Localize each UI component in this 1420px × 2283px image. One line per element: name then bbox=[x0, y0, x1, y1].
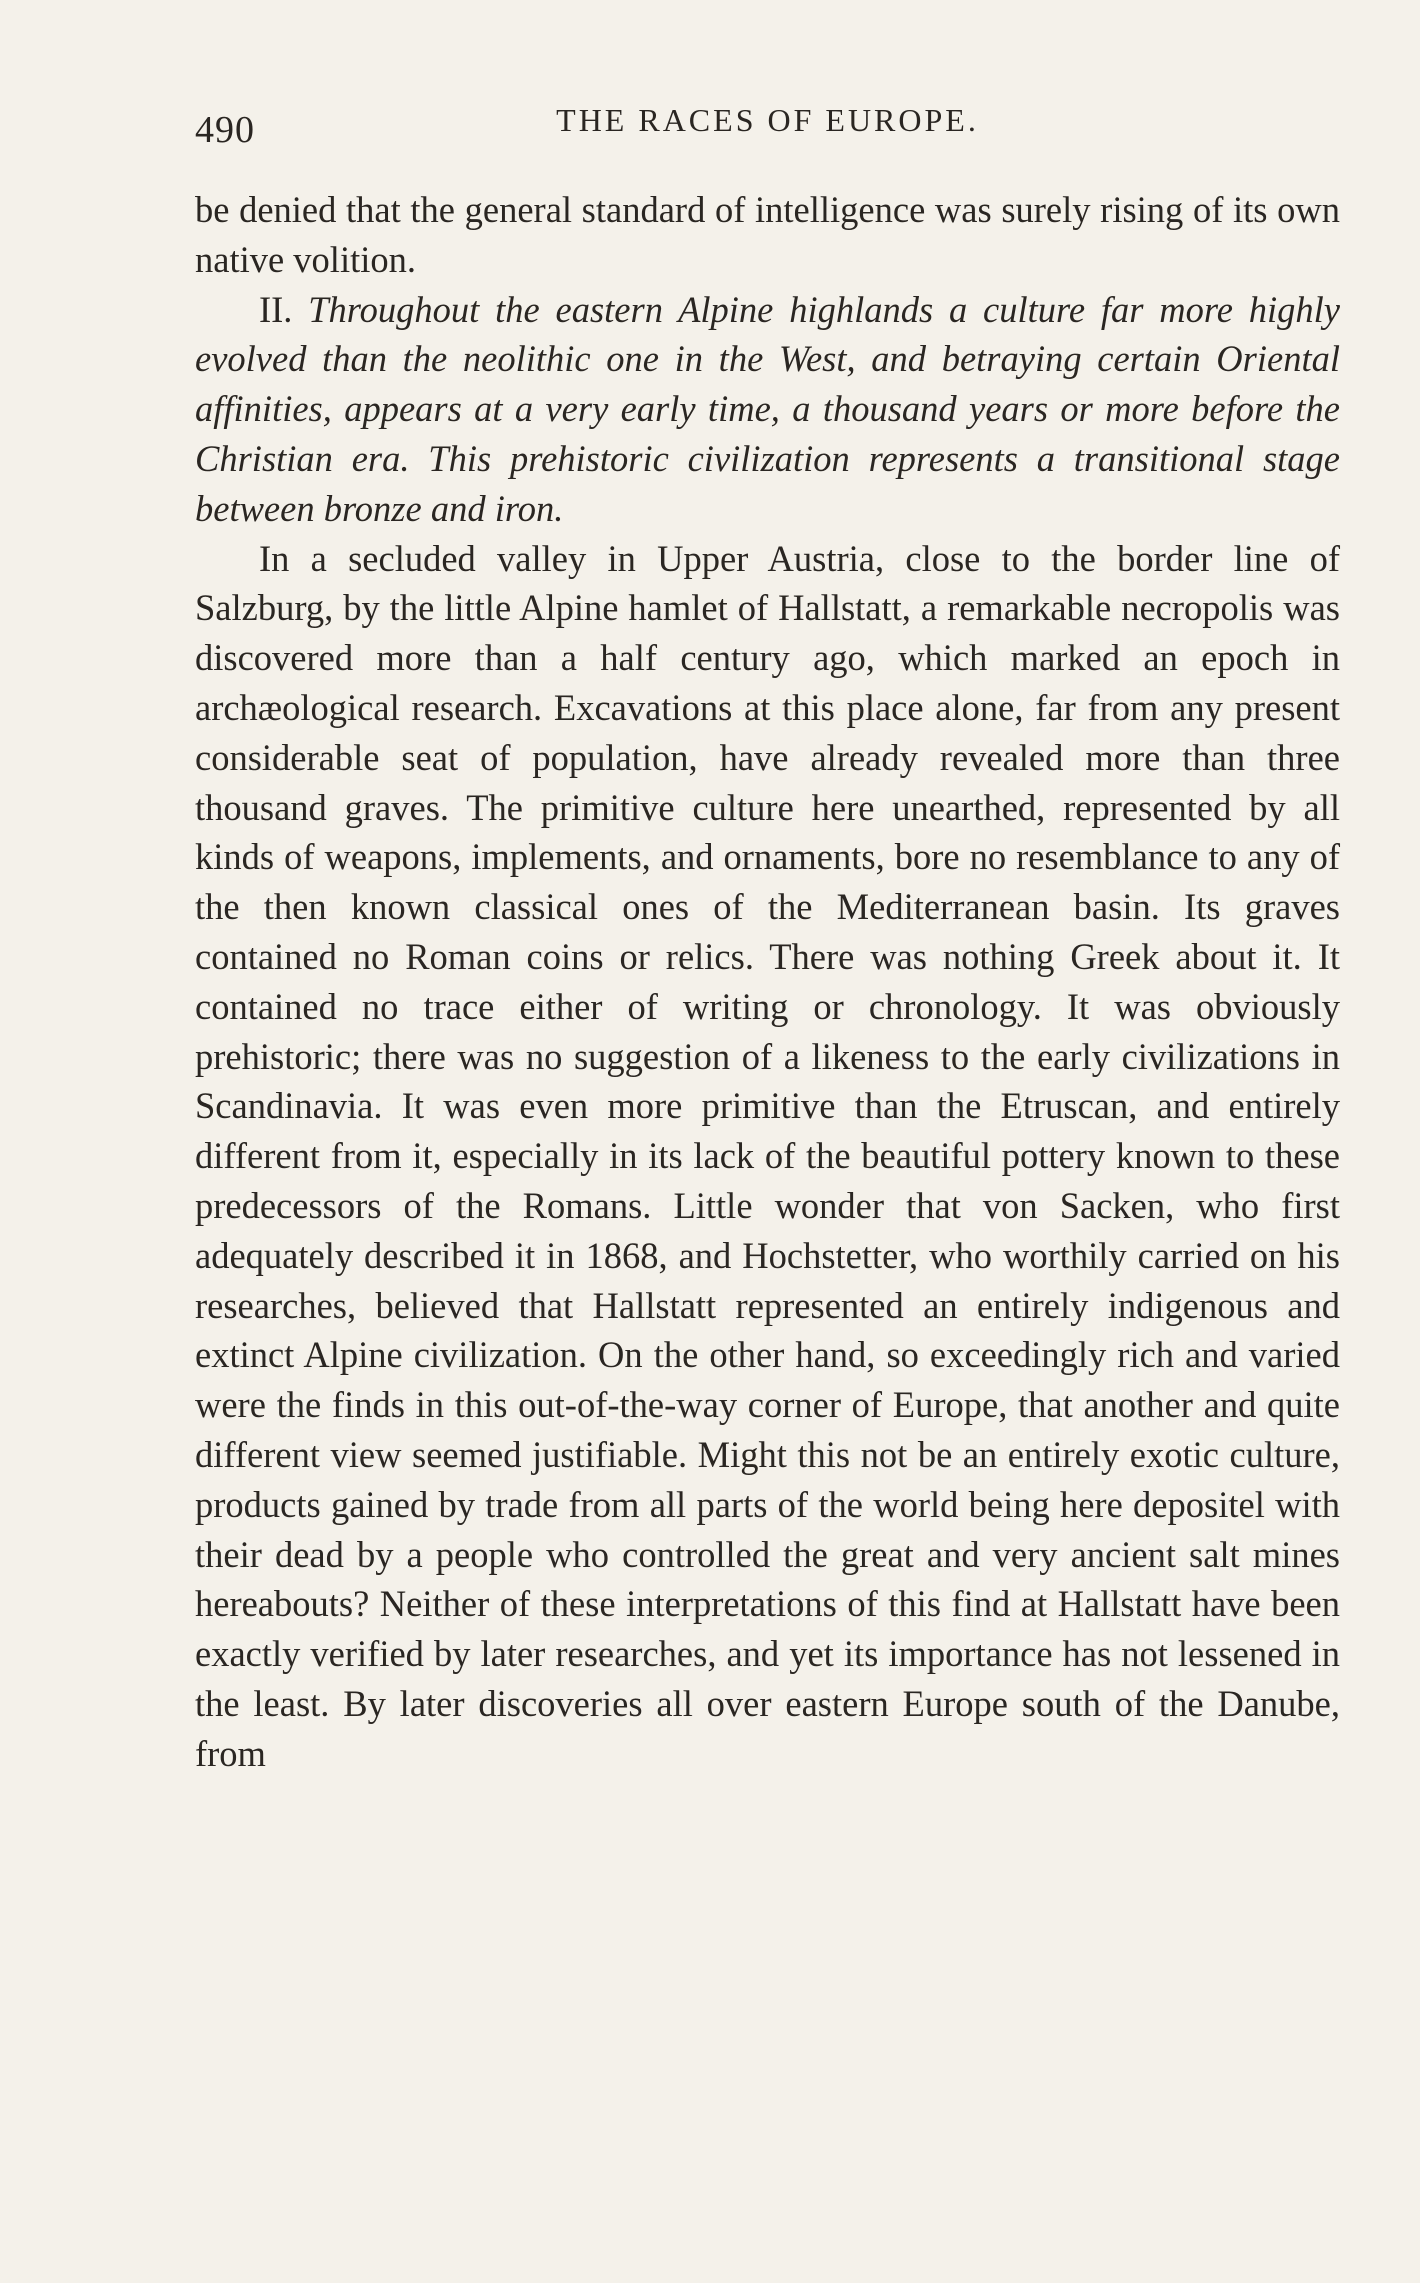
paragraph-hallstatt: In a secluded valley in Upper Austria, close to the border line of Salzburg, by the little Alpine hamlet of Hallstatt, a remarkable necropolis was discovered more than a half century ago, which marked an epoch in archæological research. Excavations at this place alone, far from any present considerable seat of population, have already revealed more than three thousand graves. The primitive culture here unearthed, represented by all kinds of weapons, implements, and ornaments, bore no resemblance to any of the then known classical ones of the Mediterranean basin. Its graves contained no Roman coins or relics. There was nothing Greek about it. It contained no trace either of writing or chronology. It was obviously prehistoric; there was no suggestion of a likeness to the early civilizations in Scandinavia. It was even more primitive than the Etruscan, and entirely different from it, especially in its lack of the beautiful pottery known to these predecessors of the Romans. Little wonder that von Sacken, who first adequately described it in 1868, and Hochstetter, who worthily carried on his researches, believed that Hallstatt represented an entirely indigenous and extinct Alpine civilization. On the other hand, so exceedingly rich and varied were the finds in this out-of-the-way corner of Europe, that another and quite different view seemed justifiable. Might this not be an entirely exotic culture, products gained by trade from all parts of the world being here depositel with their dead by a people who controlled the great and very ancient salt mines hereabouts? Neither of these interpretations of this find at Hallstatt have been exactly verified by later researches, and yet its importance has not lessened in the least. By later discoveries all over eastern Europe south of the Danube, from bbox=[195, 537, 1340, 1774]
proposition-label: II. bbox=[259, 288, 309, 330]
paragraph-proposition-ii bbox=[195, 285, 1340, 534]
body-text bbox=[195, 185, 1340, 1779]
running-head bbox=[195, 98, 1340, 151]
proposition-text: Throughout the eastern Alpine highlands a culture far more highly evolved than the neolithic one in the West, and betraying certain Oriental affinities, appears at a very early time, a thousand years or more before the Christian era. This prehistoric civilization represents a transitional stage between bronze and iron. bbox=[195, 288, 1340, 529]
running-title: THE RACES OF EUROPE. bbox=[556, 102, 979, 138]
paragraph-continuation: be denied that the general standard of intelligence was surely rising of its own native volition. bbox=[195, 189, 1340, 280]
page-number: 490 bbox=[195, 109, 255, 151]
